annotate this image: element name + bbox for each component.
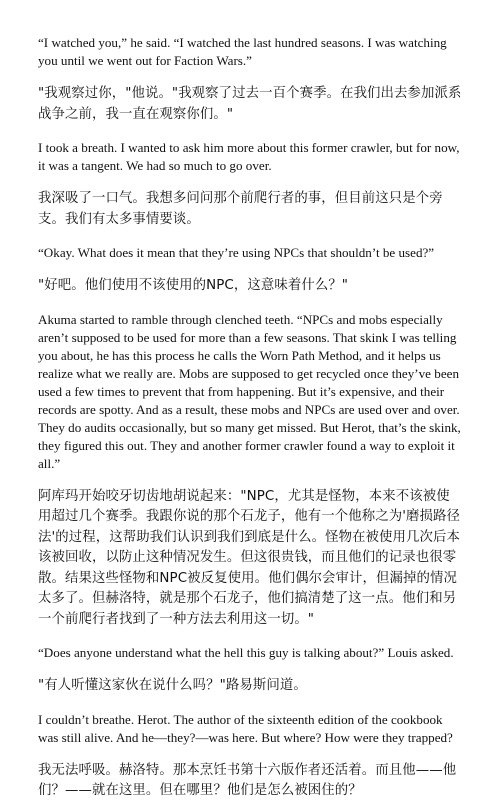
paragraph-zh-2: 我深吸了一口气。我想多问问那个前爬行者的事，但目前这只是个旁支。我们有太多事情要谈。 [38,191,443,227]
paragraph-en-4: Akuma started to ramble through clenched teeth. “NPCs and mobs especially aren’t supposed to be used for more than a few seasons. That skink I was telling you about, he has this process he calls the Worn Path Method, and it helps us realize what we really are. Mobs are supposed to get recycled once they’ve been used a few times to prevent that from happening. But it’s expensive, and their records are spotty. And as a result, these mobs and NPCs are used over and over. They do audits occasionally, but so many get missed. But Herot, that’s the skink, they figured this out. They and another former crawler found a way to exploit it all.” [38,311,461,471]
paragraph-zh-3: "好吧。他们使用不该使用的NPC，这意味着什么？" [38,278,349,293]
paragraph-zh-6: 我无法呼吸。赫洛特。那本烹饪书第十六版作者还活着。而且他——他们？——就在这里。但在哪里？他们是怎么被困住的？ [38,762,457,798]
paragraph-zh-5: "有人听懂这家伙在说什么吗？"路易斯问道。 [38,678,307,693]
paragraph-en-1: “I watched you,” he said. “I watched the last hundred seasons. I was watching you until we went out for Faction Wars.” [38,35,447,68]
paragraph-zh-4: 阿库玛开始咬牙切齿地胡说起来："NPC，尤其是怪物，本来不该被使用超过几个赛季。我跟你说的那个石龙子，他有一个他称之为'磨损路径法'的过程，这帮助我们认识到我们到底是什么。怪物在被使用几次后本该被回收，以防止这种情况发生。但这很贵钱，而且他们的记录也很零散。结果这些怪物和NPC被反复使用。他们偶尔会审计，但漏掉的情况太多了。但赫洛特，就是那个石龙子，他们搞清楚了这一点。他们和另一个前爬行者找到了一种方法去利用这一切。" [38,488,460,627]
paragraph-en-6: I couldn’t breathe. Herot. The author of the sixteenth edition of the cookbook was still alive. And he—they?—was here. But where? How were they trapped? [38,711,453,745]
paragraph-en-3: “Okay. What does it mean that they’re using NPCs that shouldn’t be used?” [38,245,435,260]
paragraph-en-2: I took a breath. I wanted to ask him more about this former crawler, but for now, it was a tangent. We had so much to go over. [38,140,460,173]
paragraph-en-5: “Does anyone understand what the hell this guy is talking about?” Louis asked. [38,645,454,660]
paragraph-zh-1: "我观察过你，"他说。"我观察了过去一百个赛季。在我们出去参加派系战争之前，我一直在观察你们。" [38,86,462,122]
